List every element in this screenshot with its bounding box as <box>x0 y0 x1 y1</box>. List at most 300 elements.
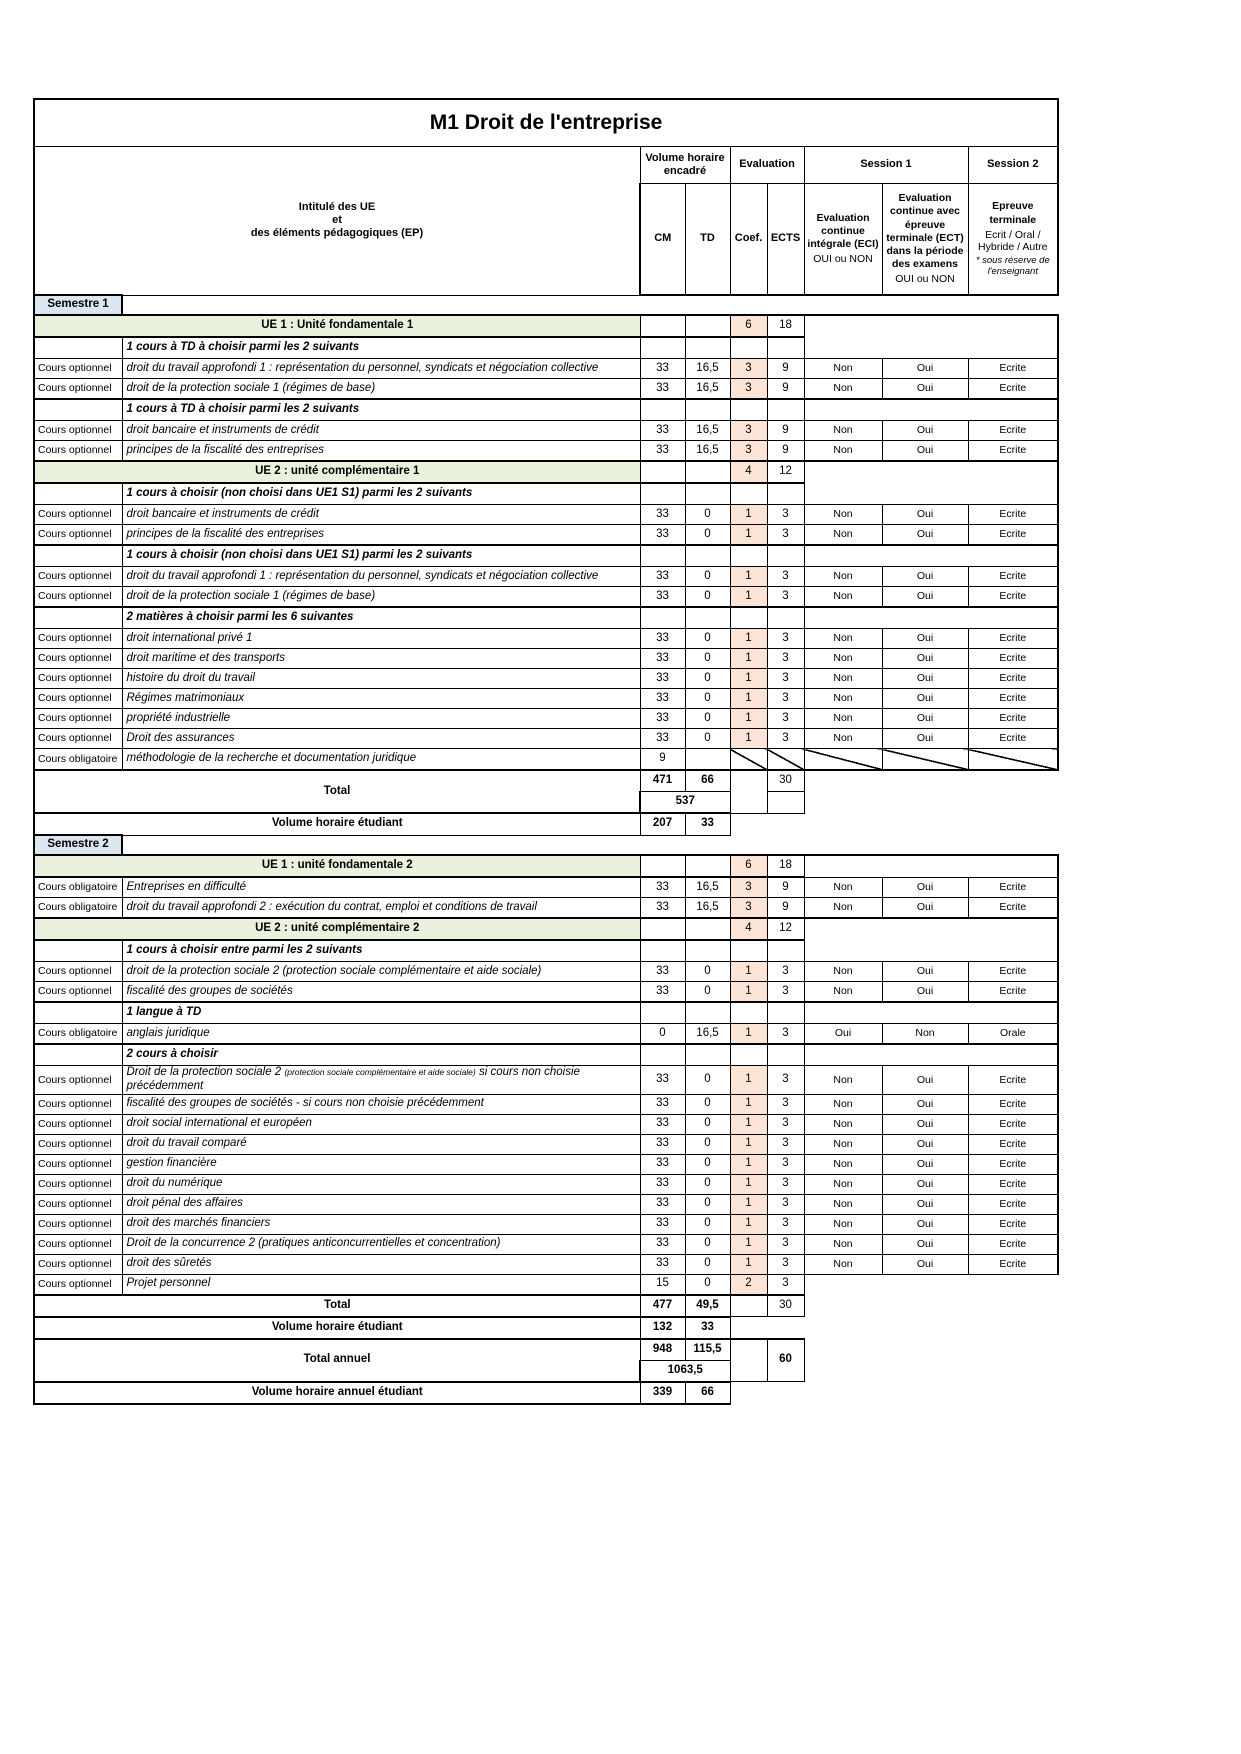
coef-cell: 1 <box>730 1234 767 1254</box>
td-cell: 0 <box>685 567 730 587</box>
course-row <box>34 505 1058 525</box>
cm-cell: 33 <box>640 441 685 462</box>
cm-cell <box>640 545 685 567</box>
volume-cm-cell: 207 <box>640 813 685 835</box>
coef-cell: 1 <box>730 649 767 669</box>
session1-ect-cell: Oui <box>882 1114 968 1134</box>
total-label-cell: Total <box>34 770 640 813</box>
session-blank-cell <box>804 918 1058 962</box>
td-cell <box>685 1044 730 1066</box>
total-label-cell: Total <box>34 1295 640 1317</box>
td-cell: 16,5 <box>685 441 730 462</box>
session2-cell: Ecrite <box>968 709 1058 729</box>
session1-eci-cell: Non <box>804 689 882 709</box>
td-cell: 16,5 <box>685 421 730 441</box>
ects-cell <box>767 483 804 505</box>
column-header-session2: Session 2 <box>968 147 1058 184</box>
session-blank-cell <box>804 315 1058 359</box>
cm-cell: 33 <box>640 649 685 669</box>
course-type-cell <box>34 1044 122 1066</box>
td-cell: 16,5 <box>685 898 730 919</box>
course-row <box>34 525 1058 546</box>
course-label-cell: droit social international et européen <box>122 1114 640 1134</box>
cm-cell: 33 <box>640 689 685 709</box>
cm-cell <box>640 607 685 629</box>
coef-cell: 1 <box>730 567 767 587</box>
total-cm-cell: 948 <box>640 1339 685 1361</box>
course-type-cell: Cours optionnel <box>34 379 122 400</box>
semester-bar: Semestre 1 <box>34 295 122 315</box>
ects-cell: 3 <box>767 587 804 608</box>
session2-cell: Ecrite <box>968 649 1058 669</box>
ects-cell: 3 <box>767 669 804 689</box>
session1-eci-cell: Non <box>804 1214 882 1234</box>
ects-cell: 3 <box>767 689 804 709</box>
total-row <box>34 1295 1058 1317</box>
course-type-cell: Cours optionnel <box>34 1254 122 1274</box>
session2-cell: Ecrite <box>968 1214 1058 1234</box>
session1-eci-cell: Non <box>804 629 882 649</box>
session1-ect-cell: Oui <box>882 1214 968 1234</box>
volume-cm-cell: 339 <box>640 1382 685 1404</box>
title-row <box>34 99 1058 147</box>
course-row <box>34 1094 1058 1114</box>
course-row <box>34 709 1058 729</box>
ects-cell: 9 <box>767 379 804 400</box>
coef-cell: 1 <box>730 1094 767 1114</box>
session2-cell: Orale <box>968 1024 1058 1045</box>
td-cell: 0 <box>685 1194 730 1214</box>
course-label-cell: droit bancaire et instruments de crédit <box>122 421 640 441</box>
column-header-evaluation: Evaluation <box>730 147 804 184</box>
coef-cell: 1 <box>730 1114 767 1134</box>
course-label-cell: droit de la protection sociale 2 (protection sociale complémentaire et aide sociale) <box>122 962 640 982</box>
course-label-cell: droit du travail approfondi 2 : exécution du contrat, emploi et conditions de travail <box>122 898 640 919</box>
ects-cell: 9 <box>767 359 804 379</box>
course-row <box>34 669 1058 689</box>
coef-cell <box>730 337 767 359</box>
coef-cell <box>730 1002 767 1024</box>
course-label-cell: droit des sûretés <box>122 1254 640 1274</box>
cm-cell <box>640 855 685 877</box>
column-header-coef: Coef. <box>730 184 767 296</box>
coef-cell: 1 <box>730 525 767 546</box>
course-type-cell: Cours optionnel <box>34 1114 122 1134</box>
ects-cell: 3 <box>767 1094 804 1114</box>
course-type-cell <box>34 1002 122 1024</box>
column-header-intitule <box>34 147 640 296</box>
coef-cell: 1 <box>730 1254 767 1274</box>
course-row <box>34 1274 1058 1295</box>
cm-cell: 33 <box>640 1254 685 1274</box>
session1-ect-cell: Oui <box>882 898 968 919</box>
course-row <box>34 1254 1058 1274</box>
course-type-cell: Cours optionnel <box>34 1134 122 1154</box>
volume-row <box>34 1317 1058 1339</box>
course-row <box>34 1154 1058 1174</box>
ects-cell: 18 <box>767 855 804 877</box>
course-label-cell: droit international privé 1 <box>122 629 640 649</box>
course-label-cell: principes de la fiscalité des entreprises <box>122 441 640 462</box>
cm-cell <box>640 940 685 962</box>
course-type-cell <box>34 399 122 421</box>
cm-cell <box>640 1002 685 1024</box>
td-cell <box>685 918 730 940</box>
cm-cell <box>640 1044 685 1066</box>
session1-ect-cell: Oui <box>882 567 968 587</box>
group-header-cell: 2 cours à choisir <box>122 1044 640 1066</box>
eci-header-text: Evaluation continue intégrale (ECI) <box>807 212 879 251</box>
ects-cell: 3 <box>767 729 804 749</box>
volume-td-cell: 66 <box>685 1382 730 1404</box>
ects-slash-cell <box>767 749 804 771</box>
td-cell: 16,5 <box>685 359 730 379</box>
session-blank-cell <box>804 607 1058 629</box>
session1-eci-cell: Non <box>804 525 882 546</box>
session-empty-area <box>804 1274 1058 1295</box>
td-cell <box>685 461 730 483</box>
session1-eci-cell: Non <box>804 1174 882 1194</box>
session1-eci-cell: Non <box>804 982 882 1003</box>
course-row <box>34 1114 1058 1134</box>
course-row <box>34 441 1058 462</box>
session2-slash-cell <box>968 749 1058 771</box>
session1-eci-slash-cell <box>804 749 882 771</box>
session2-cell: Ecrite <box>968 1114 1058 1134</box>
session1-eci-cell: Non <box>804 1134 882 1154</box>
choice-group-row <box>34 399 1058 421</box>
session1-eci-cell: Non <box>804 709 882 729</box>
cm-cell: 33 <box>640 1066 685 1095</box>
ects-cell: 3 <box>767 1254 804 1274</box>
course-type-cell: Cours optionnel <box>34 525 122 546</box>
session2-cell: Ecrite <box>968 898 1058 919</box>
course-row <box>34 898 1058 919</box>
course-type-cell: Cours optionnel <box>34 1194 122 1214</box>
course-type-cell: Cours optionnel <box>34 1274 122 1295</box>
td-cell <box>685 545 730 567</box>
course-type-cell: Cours optionnel <box>34 649 122 669</box>
volume-label-cell: Volume horaire annuel étudiant <box>34 1382 640 1404</box>
cm-cell: 33 <box>640 709 685 729</box>
ects-cell: 3 <box>767 1174 804 1194</box>
choice-group-row <box>34 545 1058 567</box>
session-blank-cell <box>804 461 1058 505</box>
session1-ect-cell: Oui <box>882 629 968 649</box>
td-cell <box>685 483 730 505</box>
session2-cell: Ecrite <box>968 962 1058 982</box>
td-cell: 0 <box>685 1274 730 1295</box>
group-header-cell: 2 matières à choisir parmi les 6 suivantes <box>122 607 640 629</box>
session2-cell: Ecrite <box>968 1134 1058 1154</box>
volume-td-cell: 33 <box>685 813 730 835</box>
ects-cell: 3 <box>767 982 804 1003</box>
session1-eci-cell: Oui <box>804 1024 882 1045</box>
course-type-cell: Cours optionnel <box>34 1094 122 1114</box>
cm-cell: 33 <box>640 669 685 689</box>
total-ects-cell: 30 <box>767 770 804 792</box>
ects-cell: 3 <box>767 567 804 587</box>
cm-cell: 33 <box>640 898 685 919</box>
cm-cell: 33 <box>640 629 685 649</box>
ects-cell <box>767 940 804 962</box>
course-row <box>34 421 1058 441</box>
volume-cm-cell: 132 <box>640 1317 685 1339</box>
header-row-groups <box>34 147 1058 184</box>
session1-eci-cell: Non <box>804 441 882 462</box>
coef-cell: 1 <box>730 1154 767 1174</box>
total-cm-cell: 471 <box>640 770 685 792</box>
coef-cell <box>730 399 767 421</box>
course-row <box>34 379 1058 400</box>
total-td-cell: 49,5 <box>685 1295 730 1317</box>
session2-header-title: Epreuve terminale <box>989 200 1037 226</box>
cm-cell: 33 <box>640 877 685 898</box>
coef-cell: 1 <box>730 1194 767 1214</box>
session2-cell: Ecrite <box>968 1154 1058 1174</box>
course-type-cell: Cours optionnel <box>34 669 122 689</box>
course-type-cell: Cours optionnel <box>34 1174 122 1194</box>
ects-empty-cell <box>767 792 804 814</box>
session1-ect-cell: Oui <box>882 525 968 546</box>
column-header-volume-horaire: Volume horaire encadré <box>640 147 730 184</box>
course-type-cell: Cours optionnel <box>34 1214 122 1234</box>
cm-cell: 33 <box>640 1194 685 1214</box>
course-row <box>34 1234 1058 1254</box>
course-label-cell: principes de la fiscalité des entreprises <box>122 525 640 546</box>
coef-cell <box>730 1044 767 1066</box>
session2-cell: Ecrite <box>968 567 1058 587</box>
td-cell: 0 <box>685 587 730 608</box>
coef-cell: 3 <box>730 441 767 462</box>
cm-cell <box>640 461 685 483</box>
coef-cell: 1 <box>730 1066 767 1095</box>
course-type-cell: Cours optionnel <box>34 421 122 441</box>
session1-ect-slash-cell <box>882 749 968 771</box>
volume-label-cell: Volume horaire étudiant <box>34 813 640 835</box>
ects-cell: 3 <box>767 505 804 525</box>
course-label-cell: droit des marchés financiers <box>122 1214 640 1234</box>
cm-cell: 33 <box>640 1214 685 1234</box>
course-type-cell: Cours optionnel <box>34 505 122 525</box>
course-row <box>34 1214 1058 1234</box>
course-type-cell: Cours optionnel <box>34 567 122 587</box>
coef-cell: 2 <box>730 1274 767 1295</box>
course-row <box>34 1066 1058 1095</box>
volume-row <box>34 813 1058 835</box>
group-header-cell: 1 cours à TD à choisir parmi les 2 suivants <box>122 399 640 421</box>
session1-eci-cell: Non <box>804 1254 882 1274</box>
course-row <box>34 982 1058 1003</box>
table-body <box>34 295 1058 1404</box>
coef-cell: 3 <box>730 421 767 441</box>
coef-cell: 1 <box>730 629 767 649</box>
cm-cell: 33 <box>640 729 685 749</box>
group-header-cell: 1 langue à TD <box>122 1002 640 1024</box>
course-row <box>34 962 1058 982</box>
session1-ect-cell: Oui <box>882 587 968 608</box>
course-type-cell: Cours optionnel <box>34 1066 122 1095</box>
session1-eci-cell: Non <box>804 1066 882 1095</box>
ect-header-text: Evaluation continue avec épreuve terminale (ECT) dans la période des examens <box>886 192 964 270</box>
course-table <box>33 98 1059 1405</box>
course-row <box>34 877 1058 898</box>
course-label-cell: Régimes matrimoniaux <box>122 689 640 709</box>
session1-eci-cell: Non <box>804 1154 882 1174</box>
column-header-session1: Session 1 <box>804 147 968 184</box>
coef-slash-cell <box>730 749 767 771</box>
cm-cell: 33 <box>640 421 685 441</box>
session1-ect-cell: Non <box>882 1024 968 1045</box>
session1-eci-cell: Non <box>804 421 882 441</box>
ects-cell: 3 <box>767 1214 804 1234</box>
ects-cell <box>767 1002 804 1024</box>
session2-cell: Ecrite <box>968 982 1058 1003</box>
coef-cell: 6 <box>730 315 767 337</box>
session1-ect-cell: Oui <box>882 689 968 709</box>
ects-cell: 3 <box>767 1194 804 1214</box>
course-label-cell: gestion financière <box>122 1154 640 1174</box>
ects-cell: 9 <box>767 441 804 462</box>
td-cell: 16,5 <box>685 877 730 898</box>
cm-cell: 0 <box>640 1024 685 1045</box>
course-label-cell: droit du numérique <box>122 1174 640 1194</box>
coef-cell <box>730 940 767 962</box>
course-type-cell: Cours optionnel <box>34 629 122 649</box>
session2-cell: Ecrite <box>968 1094 1058 1114</box>
session2-cell: Ecrite <box>968 1066 1058 1095</box>
ects-cell: 9 <box>767 421 804 441</box>
ects-cell: 3 <box>767 649 804 669</box>
coef-cell: 1 <box>730 1134 767 1154</box>
course-label-cell: droit du travail approfondi 1 : représentation du personnel, syndicats et négociation collective <box>122 359 640 379</box>
course-label-cell: droit de la protection sociale 1 (régimes de base) <box>122 379 640 400</box>
session1-eci-cell: Non <box>804 1234 882 1254</box>
course-type-cell <box>34 545 122 567</box>
total-td-cell: 66 <box>685 770 730 792</box>
td-cell <box>685 315 730 337</box>
ects-cell <box>767 545 804 567</box>
ects-cell: 3 <box>767 629 804 649</box>
session1-ect-cell: Oui <box>882 505 968 525</box>
ects-cell: 18 <box>767 315 804 337</box>
ue-header-cell: UE 1 : Unité fondamentale 1 <box>34 315 640 337</box>
session1-eci-cell: Non <box>804 379 882 400</box>
column-header-ect <box>882 184 968 296</box>
session2-cell: Ecrite <box>968 729 1058 749</box>
session2-cell: Ecrite <box>968 441 1058 462</box>
course-type-cell: Cours optionnel <box>34 709 122 729</box>
session1-eci-cell: Non <box>804 567 882 587</box>
session1-ect-cell: Oui <box>882 877 968 898</box>
course-row <box>34 689 1058 709</box>
cm-cell: 33 <box>640 525 685 546</box>
coef-cell: 1 <box>730 669 767 689</box>
session1-ect-cell: Oui <box>882 669 968 689</box>
group-header-cell: 1 cours à choisir (non choisi dans UE1 S1) parmi les 2 suivants <box>122 483 640 505</box>
course-row <box>34 629 1058 649</box>
total-row <box>34 1339 1058 1361</box>
td-cell: 0 <box>685 649 730 669</box>
coef-empty-cell <box>730 1295 767 1317</box>
ects-cell: 9 <box>767 898 804 919</box>
session1-ect-cell: Oui <box>882 421 968 441</box>
td-cell: 0 <box>685 1234 730 1254</box>
course-label-cell: Droit des assurances <box>122 729 640 749</box>
intitule-line1: Intitulé des UE <box>298 200 376 213</box>
session2-cell: Ecrite <box>968 379 1058 400</box>
coef-cell: 1 <box>730 1024 767 1045</box>
session-blank-cell <box>804 855 1058 877</box>
ects-cell: 3 <box>767 1134 804 1154</box>
coef-cell <box>730 483 767 505</box>
course-row <box>34 1024 1058 1045</box>
session2-cell: Ecrite <box>968 629 1058 649</box>
ects-cell: 3 <box>767 1234 804 1254</box>
total-merged-hours-cell: 1063,5 <box>640 1360 730 1382</box>
coef-cell: 1 <box>730 709 767 729</box>
coef-cell: 3 <box>730 379 767 400</box>
ects-cell: 12 <box>767 461 804 483</box>
course-label-cell: droit bancaire et instruments de crédit <box>122 505 640 525</box>
session1-ect-cell: Oui <box>882 1174 968 1194</box>
course-type-cell: Cours obligatoire <box>34 1024 122 1045</box>
session1-ect-cell: Oui <box>882 1094 968 1114</box>
course-label-cell: méthodologie de la recherche et documentation juridique <box>122 749 640 771</box>
session-empty-area <box>804 1295 1058 1317</box>
table-head-section <box>34 99 1058 295</box>
course-label-cell: Droit de la concurrence 2 (pratiques anticoncurrentielles et concentration) <box>122 1234 640 1254</box>
session2-cell: Ecrite <box>968 1194 1058 1214</box>
intitule-line3: des éléments pédagogiques (EP) <box>250 227 424 240</box>
course-label-cell: droit du travail comparé <box>122 1134 640 1154</box>
td-cell <box>685 855 730 877</box>
ects-cell: 3 <box>767 1024 804 1045</box>
course-label-cell: Droit de la protection sociale 2 (protection sociale complémentaire et aide sociale) si cours non choisie précédemment <box>122 1066 640 1095</box>
session-empty-area <box>804 770 1058 813</box>
session2-cell: Ecrite <box>968 359 1058 379</box>
session2-cell: Ecrite <box>968 505 1058 525</box>
coef-cell: 1 <box>730 982 767 1003</box>
session1-ect-cell: Oui <box>882 729 968 749</box>
cm-cell: 33 <box>640 379 685 400</box>
coef-cell: 3 <box>730 359 767 379</box>
course-row <box>34 359 1058 379</box>
td-cell: 0 <box>685 669 730 689</box>
cm-cell: 33 <box>640 962 685 982</box>
column-header-epreuve-terminale <box>968 184 1058 296</box>
session2-cell: Ecrite <box>968 1174 1058 1194</box>
session1-ect-cell: Oui <box>882 1134 968 1154</box>
cm-cell: 33 <box>640 1234 685 1254</box>
cm-cell: 9 <box>640 749 685 771</box>
course-label-cell: droit maritime et des transports <box>122 649 640 669</box>
ue-header-row <box>34 855 1058 877</box>
course-label-cell: droit pénal des affaires <box>122 1194 640 1214</box>
cm-cell <box>640 315 685 337</box>
column-header-ects: ECTS <box>767 184 804 296</box>
session1-eci-cell: Non <box>804 587 882 608</box>
td-cell: 0 <box>685 1254 730 1274</box>
total-ects-cell: 60 <box>767 1339 804 1382</box>
ects-cell <box>767 399 804 421</box>
ect-header-oui-non: OUI ou NON <box>895 273 955 286</box>
session1-eci-cell: Non <box>804 729 882 749</box>
coef-cell <box>730 607 767 629</box>
ects-cell: 3 <box>767 962 804 982</box>
volume-td-cell: 33 <box>685 1317 730 1339</box>
course-label-cell: propriété industrielle <box>122 709 640 729</box>
